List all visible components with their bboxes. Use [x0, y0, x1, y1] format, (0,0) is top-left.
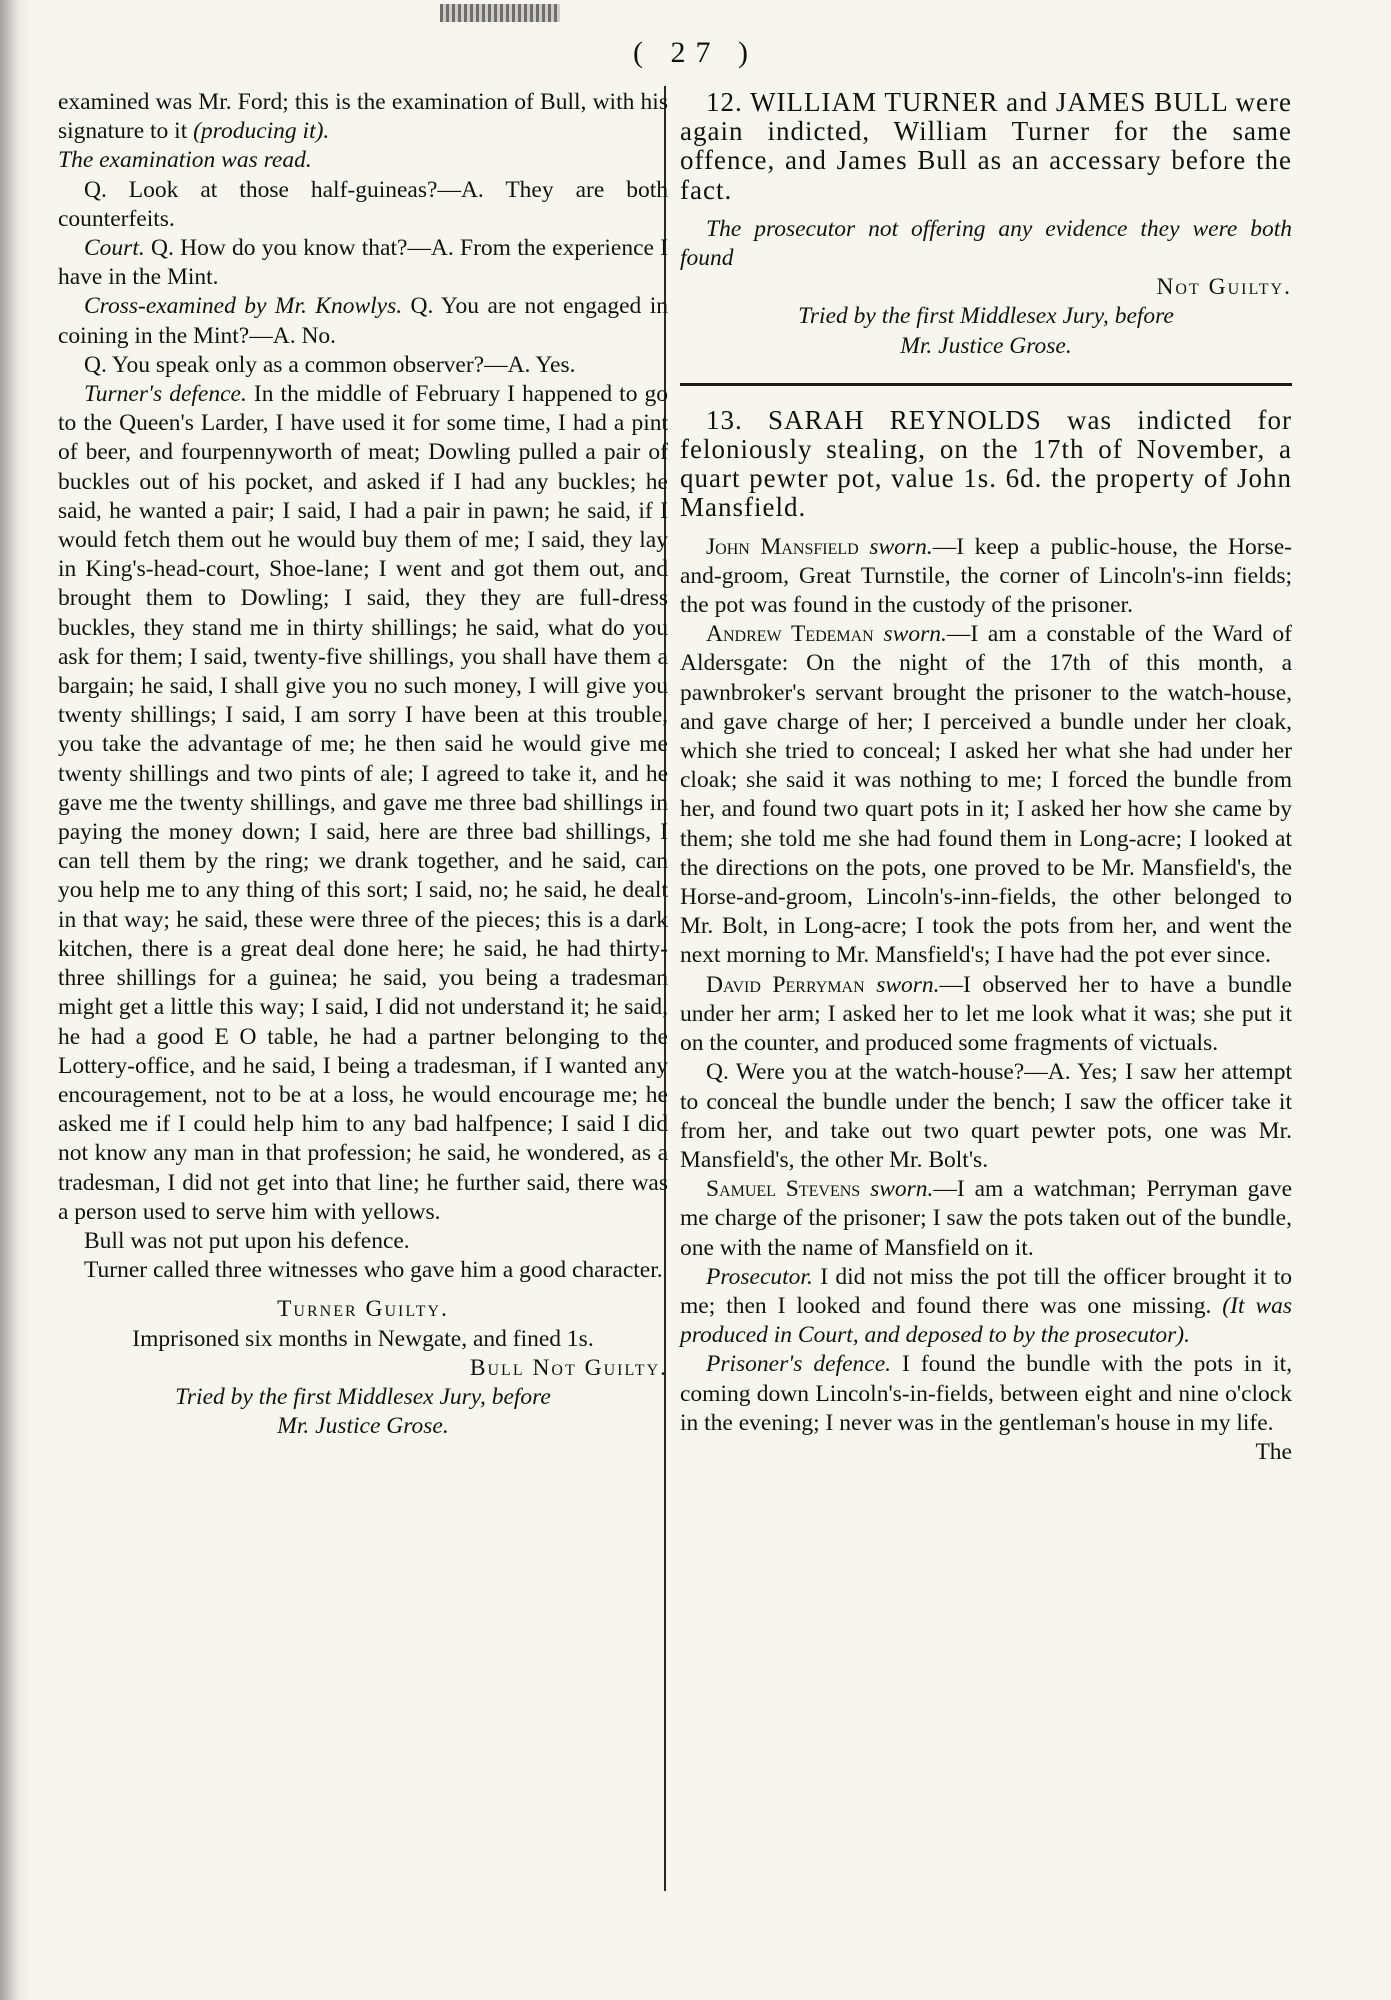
case-12-note: The prosecutor not offering any evidence they were both found: [680, 215, 1292, 272]
witness-tedeman: Andrew Tedeman sworn.—I am a constable of the Ward of Aldersgate: On the night of the 17th of this month, a pawnbroker's servant brought the prisoner to the watch-house, and gave charge of her; I perceived a bundle under her cloak, which she tried to conceal; I asked her what she had under her cloak; she said it was nothing to me; I forced the bundle from her, and found two quart pots in it; I asked her how she came by them; she told me she had found them in Long-acre; I looked at the directions on the pots, one proved to be Mr. Mansfield's, the Horse-and-groom, Lincoln's-inn-fields, the other belonged to Mr. Bolt, in Long-acre; I took the pots from her, and went the next morning to Mr. Mansfield's; I have had the pot ever since.: [680, 621, 1293, 969]
prisoner-defence: Prisoner's defence. I found the bundle with the pots in it, coming down Lincoln's-in-fields, between eight and nine o'clock in the evening; I never was in the gentleman's house in my life.: [680, 1351, 1293, 1436]
case-separator-rule: [680, 383, 1292, 386]
question-common-observer: Q. You speak only as a common observer?—A. Yes.: [84, 351, 576, 378]
witness-mansfield: John Mansfield sworn.—I keep a public-house, the Horse-and-groom, Great Turnstile, the corner of Lincoln's-inn fields; the pot was found in the custody of the prisoner.: [680, 533, 1293, 619]
page-number: ( 27 ): [633, 36, 758, 69]
cross-examination: Cross-examined by Mr. Knowlys. Q. You are not engaged in coining in the Mint?—A. No.: [58, 293, 668, 349]
examination-read-note: The examination was read.: [58, 147, 312, 174]
case-12-indictment: 12. WILLIAM TURNER and JAMES BULL were again indicted, William Turner for the same offence, and James Bull as an accessary before the fact.: [680, 87, 1292, 205]
question-half-guineas: Q. Look at those half-guineas?—A. They are both counterfeits.: [58, 176, 668, 232]
character-witnesses: Turner called three witnesses who gave him a good character.: [84, 1257, 663, 1284]
sentence: Imprisoned six months in Newgate, and fined 1s.: [132, 1325, 594, 1352]
verdict-not-guilty: Not Guilty.: [1156, 274, 1292, 301]
left-column: [58, 88, 668, 1441]
witness-perryman: David Perryman sworn.—I observed her to have a bundle under her arm; I asked her to let me look what it was; she put it on the counter, and produced some fragments of victuals.: [680, 971, 1292, 1057]
verdict-turner-guilty: Turner Guilty.: [277, 1296, 449, 1323]
tried-by-jury-2: Tried by the first Middlesex Jury, before: [798, 303, 1174, 330]
bull-not-put-on-defence: Bull was not put upon his defence.: [84, 1227, 410, 1254]
witness-stevens: Samuel Stevens sworn.—I am a watchman; Perryman gave me charge of the prisoner; I saw the pots taken out of the bundle, one with the name of Mansfield on it.: [680, 1176, 1292, 1261]
examination-paragraph: examined was Mr. Ford; this is the examination of Bull, with his signature to it (producing it). The examination was read.: [58, 88, 668, 176]
right-column: [680, 88, 1292, 1467]
case-13-indictment: 13. SARAH REYNOLDS was indicted for feloniously stealing, on the 17th of November, a quart pewter pot, value 1s. 6d. the property of John Mansfield.: [680, 404, 1292, 523]
verdict-bull-not-guilty: Bull Not Guilty.: [469, 1354, 668, 1381]
question-watch-house: Q. Were you at the watch-house?—A. Yes; I saw her attempt to conceal the bundle under the bench; I saw the officer take it from her, and take out two quart pewter pots, one was Mr. Mansfield's, the other Mr. Bolt's.: [680, 1059, 1292, 1173]
header-ornament: [440, 4, 560, 22]
tried-by-jury: Tried by the first Middlesex Jury, before: [175, 1383, 551, 1410]
page-fold-shadow: [0, 0, 30, 2000]
judge-name: Mr. Justice Grose.: [277, 1413, 449, 1440]
court-question: Court. Q. How do you know that?—A. From the experience I have in the Mint.: [58, 235, 669, 291]
catchword: The: [1255, 1438, 1292, 1465]
turner-defence: Turner's defence. In the middle of February I happened to go to the Queen's Larder, I have used it for some time, I had a pint of beer, and fourpennyworth of meat; Dowling pulled a pair of buckles out of his pocket, and asked if I had any buckles; he said, he wanted a pair; I said, I had a pair in pawn; he said, if I would fetch them out he would buy them of me; I said, they lay in King's-head-court, Shoe-lane; I went and got them out, and brought them to Dowling; I said, they they are full-dress buckles, they stand me in thirty shillings; he said, what do you ask for them; I said, twenty-five shillings, you shall have them a bargain; he said, I shall give you no such money, I will give you twenty shillings; I said, I am sorry I have been at this trouble, you take the advantage of me; he then said he would give me twenty shillings and two pints of ale; I agreed to take it, and he gave me the twenty shillings, and gave me three bad shillings in paying the money down; I said, here are three bad shillings, I can tell them by the ring; we drank together, and he said, can you help me to any thing of this sort; I said, no; he said, he dealt in that way; he said, these were three of the pieces; this is a dark kitchen, there is a great deal done here; he said, he had thirty-three shillings for a guinea; he said, you being a tradesman might get a little this way; I said, I did not understand it; he said, he had a good E O table, he had a partner belonging to the Lottery-office, and he said, I being a tradesman, if I wanted any encouragement, not to be at a loss, he would encourage me; he asked me if I could help him to any bad halfpence; I said I did not know any man in that profession; he said, he wondered, as a tradesman, I did not get into that line; he further said, there was a person used to serve him with yellows.: [58, 381, 669, 1225]
prosecutor-statement: Prosecutor. I did not miss the pot till the officer brought it to me; then I looked and found there was one missing. (It was produced in Court, and deposed to by the prosecutor).: [680, 1263, 1293, 1349]
judge-name-2: Mr. Justice Grose.: [900, 332, 1072, 359]
